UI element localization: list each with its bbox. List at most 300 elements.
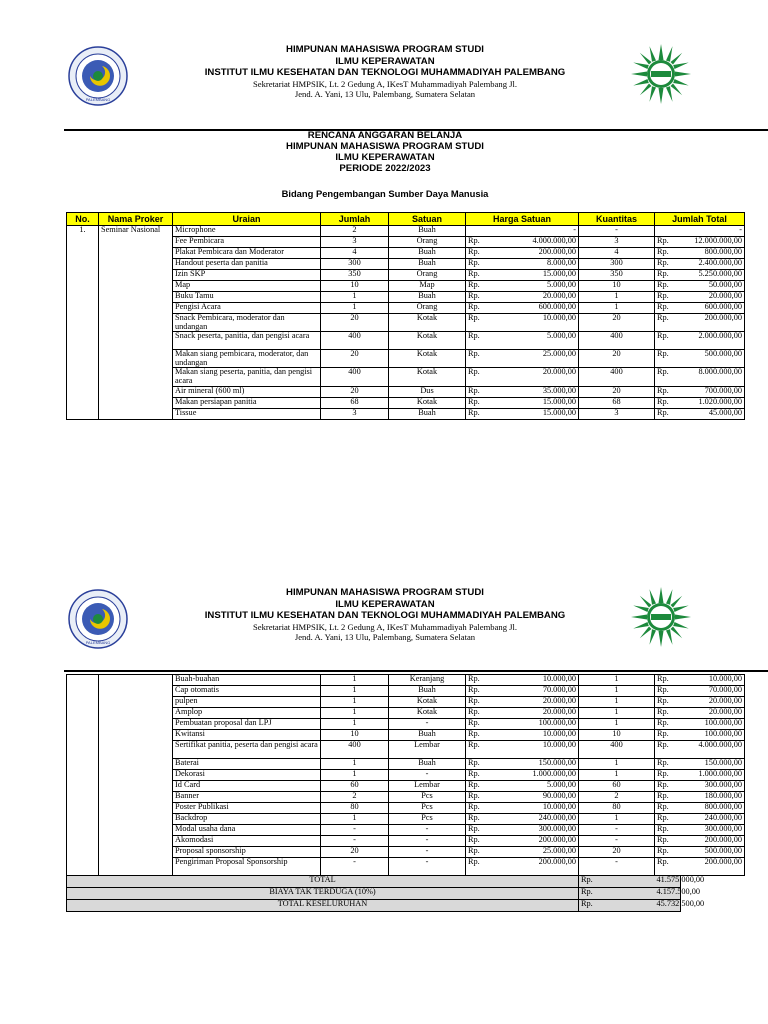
cell-harga-satuan: 200.000,00 (496, 858, 579, 876)
col-header-no: No. (67, 213, 99, 226)
cell-uraian: Proposal sponsorship (173, 847, 321, 858)
cell-total-currency: Rp. (655, 781, 681, 792)
cell-harga-satuan: 20.000,00 (496, 368, 579, 386)
cell-harga-satuan: 4.000.000,00 (496, 237, 579, 248)
cell-total-currency: Rp. (655, 259, 681, 270)
org-name-line2: ILMU KEPERAWATAN (335, 598, 435, 610)
total-label: BIAYA TAK TERDUGA (10%) (67, 888, 579, 900)
cell-kuantitas: 20 (579, 350, 655, 368)
cell-harga-satuan: 25.000,00 (496, 847, 579, 858)
cell-harga-satuan: 20.000,00 (496, 292, 579, 303)
cell-total-currency: Rp. (655, 675, 681, 686)
cell-jumlah-total: 20.000,00 (681, 697, 745, 708)
cell-jumlah-total: 500.000,00 (681, 350, 745, 368)
cell-uraian: Air mineral (600 ml) (173, 386, 321, 397)
cell-jumlah: 1 (321, 675, 389, 686)
cell-jumlah: 3 (321, 408, 389, 419)
cell-satuan: - (389, 719, 466, 730)
cell-satuan: Buah (389, 259, 466, 270)
cell-jumlah-total: 180.000,00 (681, 792, 745, 803)
cell-total-currency: Rp. (655, 237, 681, 248)
table-header-row (67, 213, 745, 226)
muhammadiyah-sun-logo (629, 585, 693, 649)
cell-total-currency: Rp. (655, 303, 681, 314)
cell-harga-currency: Rp. (466, 858, 496, 876)
cell-harga-currency: Rp. (466, 792, 496, 803)
cell-total-currency: Rp. (655, 686, 681, 697)
cell-jumlah: 1 (321, 686, 389, 697)
cell-jumlah: 20 (321, 386, 389, 397)
cell-harga-satuan: 5.000,00 (496, 281, 579, 292)
cell-jumlah: 1 (321, 708, 389, 719)
cell-jumlah-total: 240.000,00 (681, 814, 745, 825)
cell-harga-currency: Rp. (466, 719, 496, 730)
table-row (67, 675, 745, 686)
cell-kuantitas: - (579, 858, 655, 876)
cell-harga-currency: Rp. (466, 368, 496, 386)
cell-jumlah: 20 (321, 847, 389, 858)
cell-uraian: Tissue (173, 408, 321, 419)
cell-satuan: Buah (389, 686, 466, 697)
svg-text:PALEMBANG: PALEMBANG (85, 640, 111, 645)
col-header-jumlah-total: Jumlah Total (655, 213, 745, 226)
header-divider (64, 670, 768, 672)
cell-total-currency: Rp. (655, 759, 681, 770)
cell-satuan: Pcs (389, 803, 466, 814)
cell-jumlah: 1 (321, 770, 389, 781)
cell-harga-satuan: 100.000,00 (496, 719, 579, 730)
cell-satuan: Buah (389, 759, 466, 770)
total-value: 45.732.500,00 (655, 900, 681, 912)
cell-satuan: - (389, 847, 466, 858)
cell-total-currency: Rp. (655, 836, 681, 847)
program-number (67, 675, 99, 876)
cell-harga-satuan: 20.000,00 (496, 697, 579, 708)
cell-kuantitas: 1 (579, 697, 655, 708)
cell-jumlah-total: 20.000,00 (681, 292, 745, 303)
total-row (67, 900, 745, 912)
cell-kuantitas: 20 (579, 314, 655, 332)
cell-harga-satuan: 15.000,00 (496, 397, 579, 408)
title-line1: RENCANA ANGGARAN BELANJA (307, 130, 463, 141)
cell-jumlah-total: 200.000,00 (681, 314, 745, 332)
cell-total-currency: Rp. (655, 281, 681, 292)
cell-jumlah-total: 45.000,00 (681, 408, 745, 419)
cell-harga-currency: Rp. (466, 248, 496, 259)
cell-harga-satuan: - (496, 226, 579, 237)
cell-total-currency: Rp. (655, 408, 681, 419)
cell-uraian: Sertifikat panitia, peserta dan pengisi acara (173, 741, 321, 759)
cell-harga-satuan: 10.000,00 (496, 675, 579, 686)
cell-kuantitas: 80 (579, 803, 655, 814)
cell-harga-satuan: 150.000,00 (496, 759, 579, 770)
total-label: TOTAL (67, 876, 579, 888)
cell-jumlah: 3 (321, 237, 389, 248)
cell-total-currency: Rp. (655, 248, 681, 259)
cell-uraian: Buah-buahan (173, 675, 321, 686)
cell-satuan: Buah (389, 730, 466, 741)
cell-jumlah-total: 300.000,00 (681, 825, 745, 836)
cell-harga-satuan: 200.000,00 (496, 836, 579, 847)
cell-harga-satuan: 35.000,00 (496, 386, 579, 397)
cell-satuan: - (389, 825, 466, 836)
cell-harga-currency: Rp. (466, 303, 496, 314)
col-header-nama-proker: Nama Proker (99, 213, 173, 226)
cell-jumlah-total: 600.000,00 (681, 303, 745, 314)
page-1 (0, 0, 768, 480)
cell-jumlah-total: 800.000,00 (681, 803, 745, 814)
cell-harga-currency: Rp. (466, 259, 496, 270)
cell-jumlah: 1 (321, 814, 389, 825)
letterhead-text (170, 44, 600, 100)
cell-uraian: Izin SKP (173, 270, 321, 281)
cell-jumlah-total: 150.000,00 (681, 759, 745, 770)
cell-uraian: Map (173, 281, 321, 292)
letterhead (0, 40, 768, 120)
cell-uraian: Buku Tamu (173, 292, 321, 303)
cell-total-currency: Rp. (655, 719, 681, 730)
cell-satuan: Orang (389, 270, 466, 281)
col-header-satuan: Satuan (389, 213, 466, 226)
cell-jumlah: 1 (321, 719, 389, 730)
cell-jumlah-total: 200.000,00 (681, 836, 745, 847)
col-header-harga-satuan: Harga Satuan (466, 213, 579, 226)
cell-total-currency (655, 226, 681, 237)
cell-total-currency: Rp. (655, 397, 681, 408)
cell-harga-satuan: 5.000,00 (496, 781, 579, 792)
cell-harga-satuan: 10.000,00 (496, 741, 579, 759)
cell-harga-currency: Rp. (466, 697, 496, 708)
cell-harga-currency: Rp. (466, 350, 496, 368)
col-header-jumlah: Jumlah (321, 213, 389, 226)
cell-total-currency: Rp. (655, 368, 681, 386)
cell-kuantitas: 2 (579, 792, 655, 803)
budget-table-page2 (66, 674, 745, 912)
cell-harga-currency: Rp. (466, 730, 496, 741)
muhammadiyah-sun-logo (629, 42, 693, 106)
cell-harga-currency: Rp. (466, 397, 496, 408)
cell-satuan: Lembar (389, 781, 466, 792)
cell-kuantitas: 20 (579, 386, 655, 397)
cell-jumlah: 350 (321, 270, 389, 281)
total-currency: Rp. (579, 876, 655, 888)
cell-harga-currency: Rp. (466, 675, 496, 686)
total-row (67, 876, 745, 888)
cell-jumlah-total: 200.000,00 (681, 858, 745, 876)
cell-jumlah-total: - (681, 226, 745, 237)
cell-jumlah: - (321, 858, 389, 876)
cell-uraian: Fee Pembicara (173, 237, 321, 248)
cell-kuantitas: 1 (579, 686, 655, 697)
cell-uraian: Pembuatan proposal dan LPJ (173, 719, 321, 730)
cell-jumlah: 10 (321, 281, 389, 292)
cell-jumlah-total: 20.000,00 (681, 708, 745, 719)
cell-satuan: Kotak (389, 397, 466, 408)
total-value: 41.575.000,00 (655, 876, 681, 888)
program-name (99, 675, 173, 876)
cell-satuan: - (389, 858, 466, 876)
cell-harga-currency: Rp. (466, 686, 496, 697)
cell-kuantitas: 400 (579, 332, 655, 350)
cell-harga-satuan: 5.000,00 (496, 332, 579, 350)
cell-jumlah: - (321, 836, 389, 847)
cell-uraian: Handout peserta dan panitia (173, 259, 321, 270)
cell-uraian: Makan siang peserta, panitia, dan pengisi acara (173, 368, 321, 386)
cell-satuan: Kotak (389, 697, 466, 708)
cell-uraian: Akomodasi (173, 836, 321, 847)
cell-jumlah: 60 (321, 781, 389, 792)
cell-uraian: Dekorasi (173, 770, 321, 781)
cell-satuan: Buah (389, 292, 466, 303)
cell-harga-currency: Rp. (466, 814, 496, 825)
letterhead (0, 583, 768, 663)
cell-jumlah: 4 (321, 248, 389, 259)
cell-kuantitas: - (579, 836, 655, 847)
org-name-line2: ILMU KEPERAWATAN (335, 55, 435, 67)
cell-kuantitas: 60 (579, 781, 655, 792)
cell-satuan: Kotak (389, 368, 466, 386)
cell-satuan: - (389, 836, 466, 847)
cell-harga-satuan: 10.000,00 (496, 730, 579, 741)
cell-satuan: Keranjang (389, 675, 466, 686)
total-label: TOTAL KESELURUHAN (67, 900, 579, 912)
cell-total-currency: Rp. (655, 292, 681, 303)
cell-uraian: Makan siang pembicara, moderator, dan undangan (173, 350, 321, 368)
cell-satuan: Kotak (389, 708, 466, 719)
cell-harga-currency: Rp. (466, 741, 496, 759)
cell-jumlah-total: 100.000,00 (681, 730, 745, 741)
cell-satuan: Kotak (389, 332, 466, 350)
cell-jumlah: 1 (321, 759, 389, 770)
cell-jumlah-total: 10.000,00 (681, 675, 745, 686)
cell-kuantitas: 1 (579, 814, 655, 825)
cell-kuantitas: 1 (579, 303, 655, 314)
cell-kuantitas: 1 (579, 292, 655, 303)
table-row (67, 226, 745, 237)
cell-total-currency: Rp. (655, 730, 681, 741)
cell-harga-satuan: 10.000,00 (496, 803, 579, 814)
cell-harga-currency: Rp. (466, 237, 496, 248)
cell-uraian: Baterai (173, 759, 321, 770)
address-line1: Sekretariat HMPSIK, Lt. 2 Gedung A, IKesT Muhammadiyah Palembang Jl. (252, 78, 518, 89)
cell-uraian: Modal usaha dana (173, 825, 321, 836)
cell-uraian: pulpen (173, 697, 321, 708)
cell-harga-satuan: 8.000,00 (496, 259, 579, 270)
title-line2: HIMPUNAN MAHASISWA PROGRAM STUDI (286, 141, 484, 152)
cell-satuan: - (389, 770, 466, 781)
cell-total-currency: Rp. (655, 697, 681, 708)
cell-kuantitas: - (579, 825, 655, 836)
program-name: Seminar Nasional (99, 226, 173, 420)
cell-kuantitas: 3 (579, 408, 655, 419)
cell-jumlah: 400 (321, 741, 389, 759)
cell-jumlah: 20 (321, 350, 389, 368)
cell-uraian: Backdrop (173, 814, 321, 825)
cell-total-currency: Rp. (655, 770, 681, 781)
cell-harga-satuan: 70.000,00 (496, 686, 579, 697)
cell-jumlah-total: 800.000,00 (681, 248, 745, 259)
cell-kuantitas: 10 (579, 730, 655, 741)
cell-harga-satuan: 200.000,00 (496, 248, 579, 259)
cell-jumlah: 80 (321, 803, 389, 814)
cell-harga-currency: Rp. (466, 847, 496, 858)
cell-jumlah-total: 5.250.000,00 (681, 270, 745, 281)
cell-uraian: Microphone (173, 226, 321, 237)
cell-kuantitas: 1 (579, 719, 655, 730)
cell-total-currency: Rp. (655, 858, 681, 876)
cell-jumlah: 300 (321, 259, 389, 270)
cell-total-currency: Rp. (655, 270, 681, 281)
cell-satuan: Dus (389, 386, 466, 397)
cell-harga-currency (466, 226, 496, 237)
cell-harga-currency: Rp. (466, 314, 496, 332)
cell-jumlah: 2 (321, 792, 389, 803)
cell-harga-currency: Rp. (466, 836, 496, 847)
cell-satuan: Map (389, 281, 466, 292)
cell-harga-satuan: 240.000,00 (496, 814, 579, 825)
cell-jumlah: 2 (321, 226, 389, 237)
cell-total-currency: Rp. (655, 350, 681, 368)
cell-harga-currency: Rp. (466, 803, 496, 814)
cell-jumlah: 20 (321, 314, 389, 332)
program-number: 1. (67, 226, 99, 420)
cell-total-currency: Rp. (655, 332, 681, 350)
cell-uraian: Banner (173, 792, 321, 803)
page-2 (0, 540, 768, 1024)
cell-uraian: Amplop (173, 708, 321, 719)
cell-uraian: Makan persiapan panitia (173, 397, 321, 408)
cell-uraian: Pengisi Acara (173, 303, 321, 314)
cell-kuantitas: 1 (579, 770, 655, 781)
cell-uraian: Snack peserta, panitia, dan pengisi acara (173, 332, 321, 350)
cell-jumlah-total: 2.400.000,00 (681, 259, 745, 270)
cell-harga-currency: Rp. (466, 270, 496, 281)
cell-kuantitas: 68 (579, 397, 655, 408)
cell-total-currency: Rp. (655, 847, 681, 858)
cell-satuan: Buah (389, 226, 466, 237)
cell-kuantitas: 3 (579, 237, 655, 248)
document-title (170, 130, 600, 174)
cell-harga-currency: Rp. (466, 781, 496, 792)
total-currency: Rp. (579, 888, 655, 900)
cell-total-currency: Rp. (655, 741, 681, 759)
total-row (67, 888, 745, 900)
cell-harga-satuan: 20.000,00 (496, 708, 579, 719)
university-seal-logo (68, 589, 128, 649)
cell-kuantitas: 1 (579, 708, 655, 719)
cell-total-currency: Rp. (655, 825, 681, 836)
cell-jumlah-total: 2.000.000,00 (681, 332, 745, 350)
cell-uraian: Pengiriman Proposal Sponsorship (173, 858, 321, 876)
cell-uraian: Poster Publikasi (173, 803, 321, 814)
cell-jumlah-total: 50.000,00 (681, 281, 745, 292)
cell-jumlah: 400 (321, 332, 389, 350)
address-line1: Sekretariat HMPSIK, Lt. 2 Gedung A, IKesT Muhammadiyah Palembang Jl. (252, 621, 518, 632)
cell-harga-satuan: 10.000,00 (496, 314, 579, 332)
cell-harga-satuan: 25.000,00 (496, 350, 579, 368)
section-title: Bidang Pengembangan Sumber Daya Manusia (281, 188, 489, 199)
org-name-line1: HIMPUNAN MAHASISWA PROGRAM STUDI (286, 44, 484, 55)
cell-harga-satuan: 300.000,00 (496, 825, 579, 836)
cell-uraian: Plakat Pembicara dan Moderator (173, 248, 321, 259)
cell-kuantitas: 20 (579, 847, 655, 858)
cell-kuantitas: 1 (579, 675, 655, 686)
cell-jumlah: - (321, 825, 389, 836)
cell-kuantitas: 300 (579, 259, 655, 270)
svg-text:PALEMBANG: PALEMBANG (85, 97, 111, 102)
title-line4: PERIODE 2022/2023 (339, 163, 431, 174)
total-value: 4.157.500,00 (655, 888, 681, 900)
cell-kuantitas: - (579, 226, 655, 237)
cell-jumlah: 400 (321, 368, 389, 386)
cell-harga-satuan: 1.000.000,00 (496, 770, 579, 781)
cell-satuan: Buah (389, 408, 466, 419)
cell-harga-currency: Rp. (466, 332, 496, 350)
address-line2: Jend. A. Yani, 13 Ulu, Palembang, Sumatera Selatan (294, 632, 476, 642)
cell-jumlah-total: 500.000,00 (681, 847, 745, 858)
cell-kuantitas: 350 (579, 270, 655, 281)
institution-name: INSTITUT ILMU KESEHATAN DAN TEKNOLOGI MUHAMMADIYAH PALEMBANG (204, 610, 566, 621)
cell-harga-currency: Rp. (466, 281, 496, 292)
cell-harga-currency: Rp. (466, 408, 496, 419)
cell-satuan: Pcs (389, 792, 466, 803)
cell-satuan: Lembar (389, 741, 466, 759)
cell-jumlah-total: 1.020.000,00 (681, 397, 745, 408)
cell-total-currency: Rp. (655, 803, 681, 814)
cell-total-currency: Rp. (655, 314, 681, 332)
cell-harga-currency: Rp. (466, 759, 496, 770)
cell-jumlah-total: 700.000,00 (681, 386, 745, 397)
cell-total-currency: Rp. (655, 386, 681, 397)
cell-jumlah-total: 1.000.000,00 (681, 770, 745, 781)
cell-jumlah-total: 8.000.000,00 (681, 368, 745, 386)
col-header-uraian: Uraian (173, 213, 321, 226)
cell-kuantitas: 400 (579, 741, 655, 759)
cell-satuan: Kotak (389, 314, 466, 332)
title-line3: ILMU KEPERAWATAN (335, 152, 435, 163)
cell-uraian: Id Card (173, 781, 321, 792)
cell-jumlah-total: 4.000.000,00 (681, 741, 745, 759)
cell-kuantitas: 400 (579, 368, 655, 386)
org-name-line1: HIMPUNAN MAHASISWA PROGRAM STUDI (286, 587, 484, 598)
cell-harga-satuan: 600.000,00 (496, 303, 579, 314)
cell-total-currency: Rp. (655, 708, 681, 719)
cell-uraian: Snack Pembicara, moderator dan undangan (173, 314, 321, 332)
cell-satuan: Orang (389, 237, 466, 248)
cell-satuan: Orang (389, 303, 466, 314)
cell-jumlah-total: 12.000.000,00 (681, 237, 745, 248)
cell-harga-currency: Rp. (466, 292, 496, 303)
cell-satuan: Pcs (389, 814, 466, 825)
total-currency: Rp. (579, 900, 655, 912)
address-line2: Jend. A. Yani, 13 Ulu, Palembang, Sumatera Selatan (294, 89, 476, 99)
cell-jumlah: 1 (321, 697, 389, 708)
cell-uraian: Kwitansi (173, 730, 321, 741)
cell-harga-currency: Rp. (466, 386, 496, 397)
cell-total-currency: Rp. (655, 814, 681, 825)
cell-jumlah-total: 300.000,00 (681, 781, 745, 792)
university-seal-logo (68, 46, 128, 106)
col-header-kuantitas: Kuantitas (579, 213, 655, 226)
cell-uraian: Cap otomatis (173, 686, 321, 697)
cell-kuantitas: 10 (579, 281, 655, 292)
cell-harga-currency: Rp. (466, 770, 496, 781)
cell-jumlah: 1 (321, 292, 389, 303)
letterhead-text (170, 587, 600, 643)
cell-satuan: Buah (389, 248, 466, 259)
cell-harga-satuan: 15.000,00 (496, 270, 579, 281)
cell-jumlah: 68 (321, 397, 389, 408)
